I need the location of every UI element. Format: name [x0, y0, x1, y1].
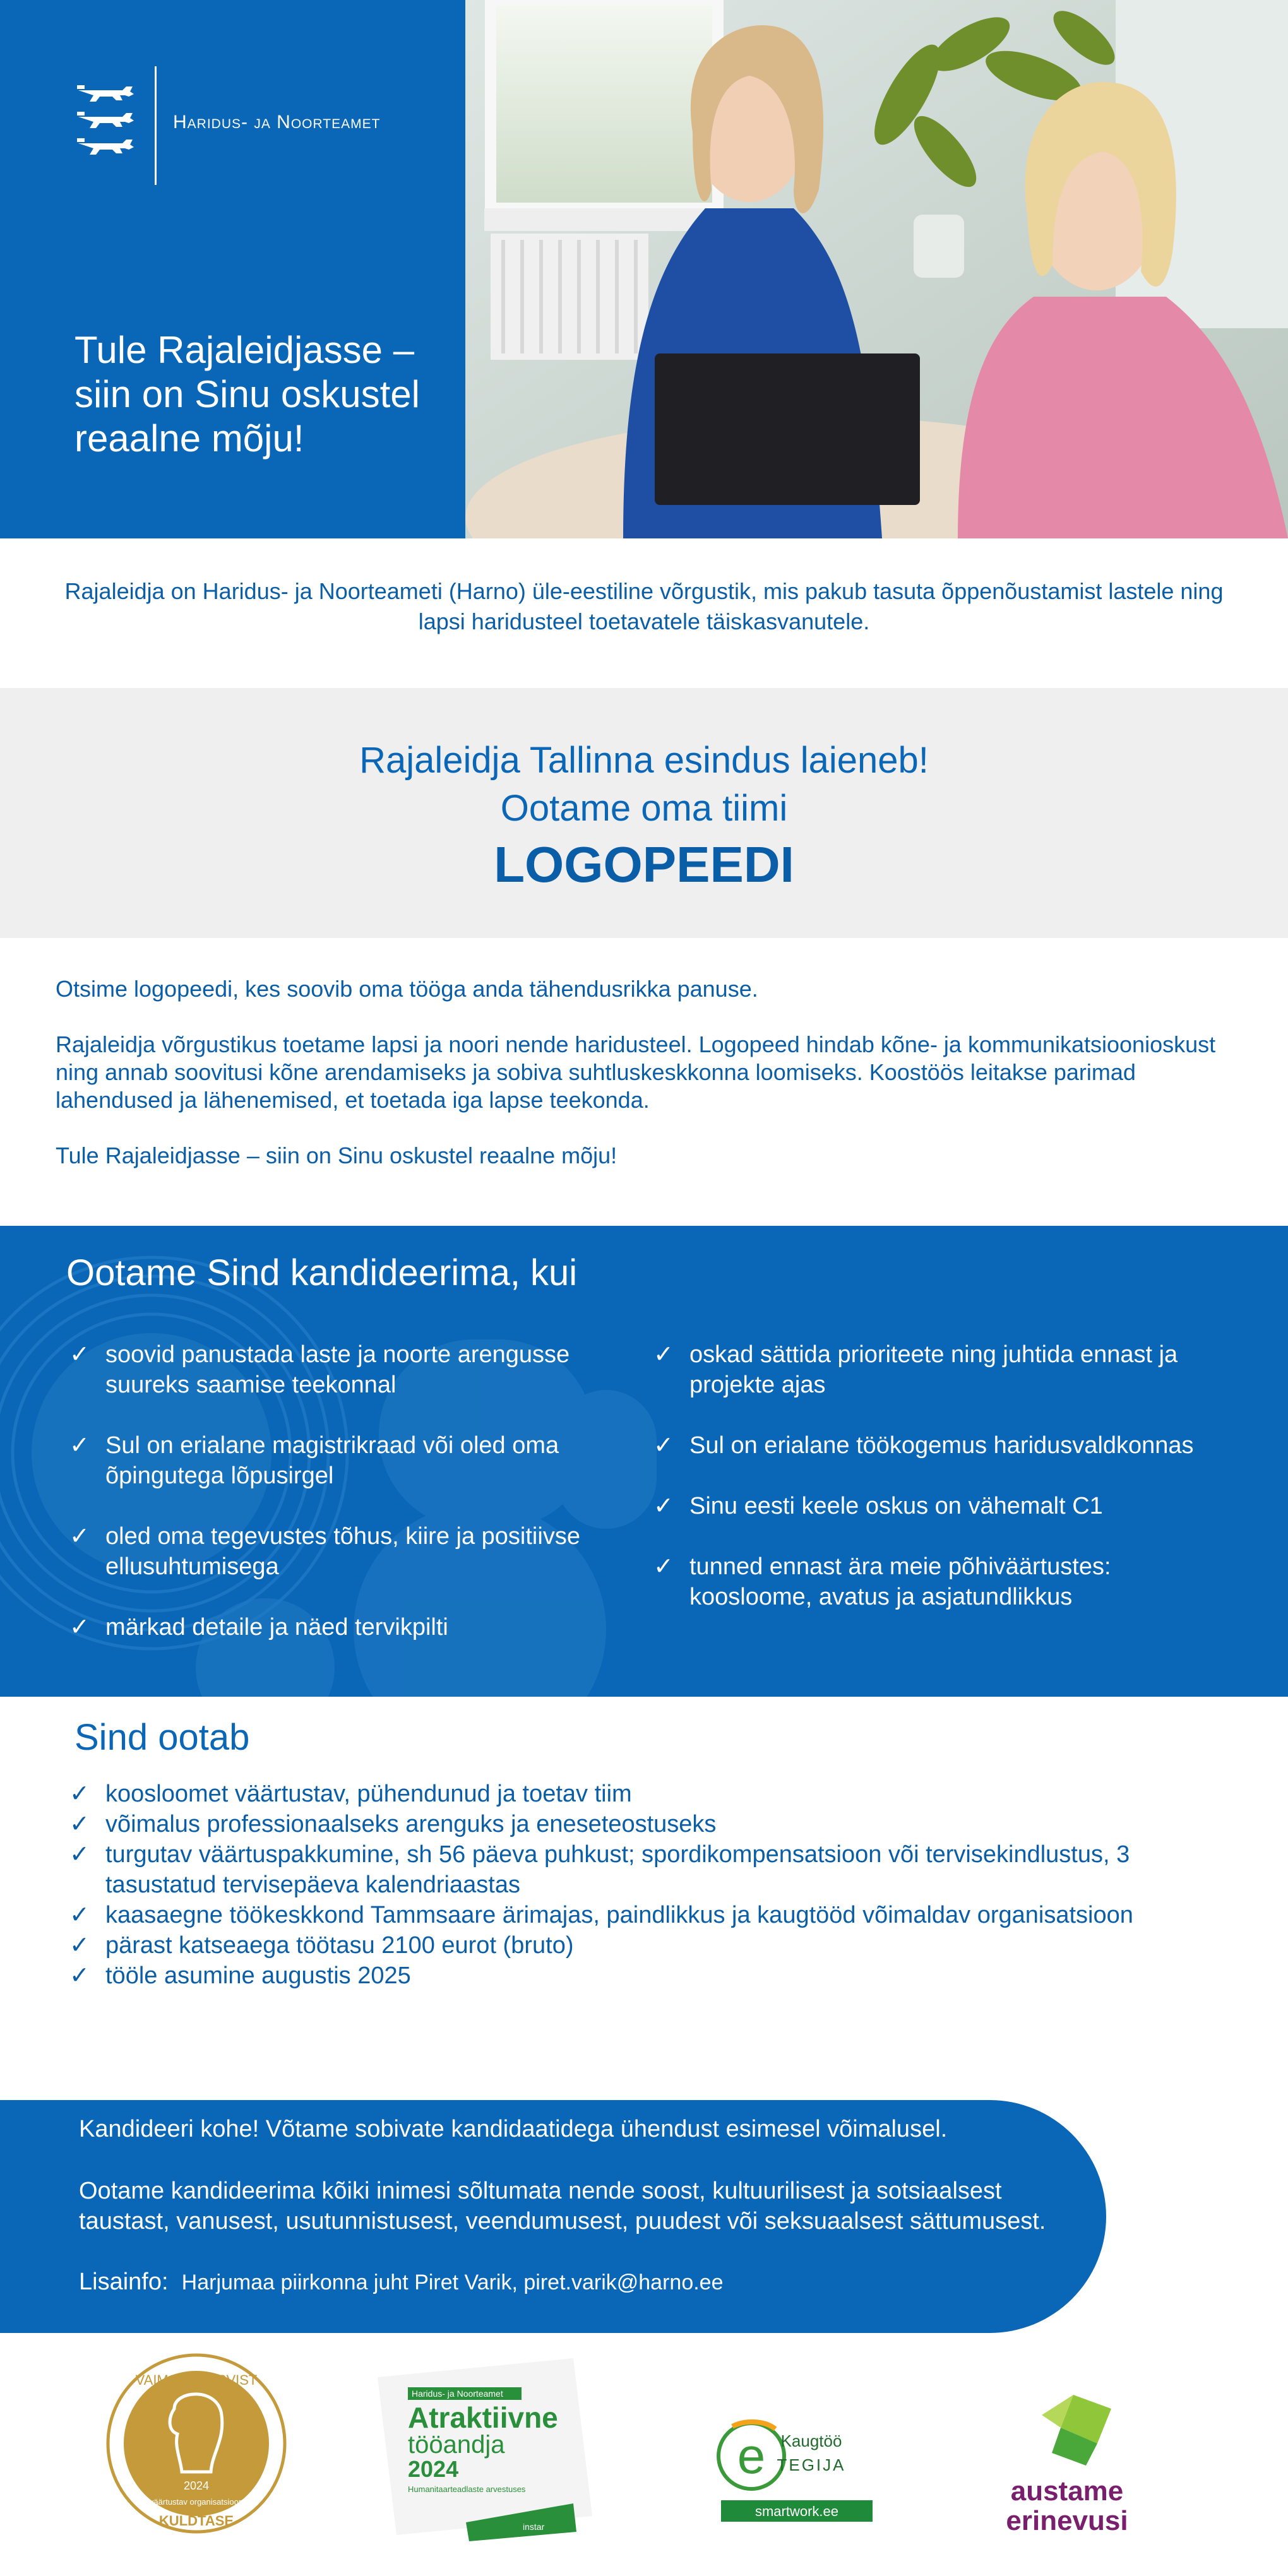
equality-statement: Ootame kandideerima kõiki inimesi sõltumata nende soost, kultuurilisest ja sotsiaalsest taustast, vanusest, usutunnistusest, veendumusest, puudest või seksuaalsest sättumusest.	[79, 2178, 1046, 2235]
description-paragraph-1: Otsime logopeedi, kes soovib oma tööga anda tähendusrikka panuse.	[56, 976, 758, 1002]
badge1-bottom-text: KULDTASE	[158, 2513, 234, 2529]
list-item-text: Sul on erialane magistrikraad või oled oma õpingutega lõpusirgel	[105, 1432, 559, 1489]
badge3-line1: Kaugtöö	[780, 2431, 842, 2450]
badge2-sub: Humanitaarteadlaste arvestuses	[408, 2484, 526, 2494]
contact-info	[79, 2267, 724, 2298]
checkmark-icon: ✓	[653, 1341, 674, 1368]
description-paragraph-3: Tule Rajaleidjasse – siin on Sinu oskustel reaalne mõju!	[56, 1143, 617, 1168]
offer-title: Sind ootab	[75, 1717, 250, 1758]
list-item	[653, 1339, 1222, 1400]
badge2-org: Haridus- ja Noorteamet	[412, 2389, 503, 2399]
list-item	[69, 1839, 1237, 1900]
list-item-text: turgutav väärtuspakkumine, sh 56 päeva puhkust; spordikompensatsioon või tervisekindlustus, 3 tasustatud tervisepäeva kalendriaastas	[105, 1841, 1130, 1898]
headline-line-1: Rajaleidja Tallinna esindus laieneb!	[359, 740, 929, 781]
checkmark-icon: ✓	[69, 1781, 90, 1807]
apply-call: Kandideeri kohe! Võtame sobivate kandidaatidega ühendust esimesel võimalusel.	[79, 2116, 948, 2142]
badge2-title-1: Atraktiivne	[408, 2401, 558, 2434]
requirements-section	[0, 1226, 1288, 1697]
badge1-mid-text: väärtustav organisatsioon	[149, 2497, 244, 2507]
list-item-text: Sinu eesti keele oskus on vähemalt C1	[689, 1493, 1103, 1519]
requirements-column-1	[69, 1339, 638, 1673]
checkmark-icon: ✓	[69, 1614, 90, 1641]
remote-work-badge	[707, 2415, 884, 2529]
list-item-text: Sul on erialane töökogemus haridusvaldkonnas	[689, 1432, 1194, 1459]
badge1-year: 2024	[183, 2479, 210, 2492]
description	[56, 975, 1243, 1197]
harno-logo	[75, 66, 428, 185]
list-item-text: pärast katseaega töötasu 2100 eurot (bruto)	[105, 1932, 574, 1959]
list-item	[69, 1612, 638, 1642]
list-item	[69, 1930, 1237, 1961]
headline-line-2: Ootame oma tiimi	[500, 788, 788, 829]
list-item	[69, 1430, 638, 1491]
checkmark-icon: ✓	[69, 1341, 90, 1368]
intro-section	[0, 538, 1288, 688]
list-item	[69, 1339, 638, 1400]
badge2-year: 2024	[408, 2456, 459, 2482]
list-item-text: märkad detaile ja näed tervikpilti	[105, 1614, 448, 1641]
badge3-url: smartwork.ee	[754, 2503, 839, 2519]
checkmark-icon: ✓	[69, 1841, 90, 1868]
requirements-title: Ootame Sind kandideerima, kui	[66, 1252, 578, 1293]
offer-list	[69, 1779, 1237, 1991]
headline-band	[0, 688, 1288, 938]
hero-photo	[465, 0, 1288, 538]
list-item-text: tunned ennast ära meie põhiväärtustes: koosloome, avatus ja asjatundlikkus	[689, 1553, 1111, 1610]
list-item-text: oskad sättida prioriteete ning juhtida ennast ja projekte ajas	[689, 1341, 1178, 1398]
list-item	[653, 1491, 1222, 1521]
job-title: LOGOPEEDI	[494, 836, 794, 893]
checkmark-icon: ✓	[69, 1523, 90, 1550]
badge4-line2: erinevusi	[1006, 2505, 1128, 2536]
attractive-employer-badge	[359, 2352, 599, 2541]
list-item	[653, 1552, 1222, 1612]
list-item-text: kaasaegne töökeskkond Tammsaare ärimajas, paindlikkus ja kaugtööd võimaldav organisatsioon	[105, 1902, 1133, 1928]
checkmark-icon: ✓	[653, 1553, 674, 1580]
list-item-text: koosloomet väärtustav, pühendunud ja toetav tiim	[105, 1781, 632, 1807]
checkmark-icon: ✓	[69, 1902, 90, 1928]
lions-coat-of-arms-icon	[75, 84, 136, 166]
list-item	[69, 1961, 1237, 1991]
intro-text: Rajaleidja on Haridus- ja Noorteameti (Harno) üle-eestiline võrgustik, mis pakub tasuta õppenõustamist lastele ning lapsi haridusteel toetavatele täiskasvanutele.	[64, 578, 1224, 634]
list-item	[69, 1521, 638, 1582]
checkmark-icon: ✓	[653, 1432, 674, 1459]
checkmark-icon: ✓	[69, 1432, 90, 1459]
list-item	[69, 1809, 1237, 1839]
list-item	[69, 1779, 1237, 1809]
list-item-text: võimalus professionaalseks arenguks ja eneseteostuseks	[105, 1811, 717, 1837]
logo-wordmark: Haridus- ja Noorteamet	[173, 112, 381, 133]
hero-title: Tule Rajaleidjasse – siin on Sinu oskustel reaalne mõju!	[75, 329, 420, 460]
mental-health-gold-badge	[105, 2352, 288, 2535]
contact-section	[0, 2100, 1106, 2333]
list-item	[653, 1430, 1222, 1461]
list-item-text: tööle asumine augustis 2025	[105, 1962, 411, 1989]
badge1-top-text: VAIMSET TERVIST	[135, 2372, 258, 2388]
logo-divider	[155, 66, 157, 185]
two-women-photo	[465, 0, 1288, 538]
respect-differences-badge	[991, 2390, 1155, 2541]
checkmark-icon: ✓	[69, 1811, 90, 1837]
list-item-text: oled oma tegevustes tõhus, kiire ja positiivse ellusuhtumisega	[105, 1523, 580, 1580]
checkmark-icon: ✓	[653, 1493, 674, 1519]
list-item-text: soovid panustada laste ja noorte arengusse suureks saamise teekonnal	[105, 1341, 570, 1398]
requirements-column-2	[653, 1339, 1222, 1642]
checkmark-icon: ✓	[69, 1962, 90, 1989]
hero-left-panel	[0, 0, 465, 538]
hero-section	[0, 0, 1288, 538]
svg-text:e: e	[737, 2428, 766, 2484]
contact-email-text[interactable]: Harjumaa piirkonna juht Piret Varik, piret.varik@harno.ee	[181, 2270, 724, 2294]
contact-label: Lisainfo:	[79, 2269, 169, 2295]
badge2-brand: instar	[523, 2522, 545, 2532]
badge4-line1: austame	[1010, 2476, 1124, 2507]
badge2-title-2: tööandja	[408, 2431, 505, 2459]
badge3-line2: TEGIJA	[777, 2455, 846, 2474]
checkmark-icon: ✓	[69, 1932, 90, 1959]
description-paragraph-2: Rajaleidja võrgustikus toetame lapsi ja noori nende haridusteel. Logopeed hindab kõne- ja kommunikatsioonioskust ning annab soovitusi kõne arendamiseks ja sobiva suhtluskeskkonna loomiseks. Koostöös leitakse parimad lahendused ja lähenemised, et toetada iga lapse teekonda.	[56, 1031, 1216, 1113]
footer-logos	[0, 2333, 1288, 2576]
list-item	[69, 1900, 1237, 1930]
